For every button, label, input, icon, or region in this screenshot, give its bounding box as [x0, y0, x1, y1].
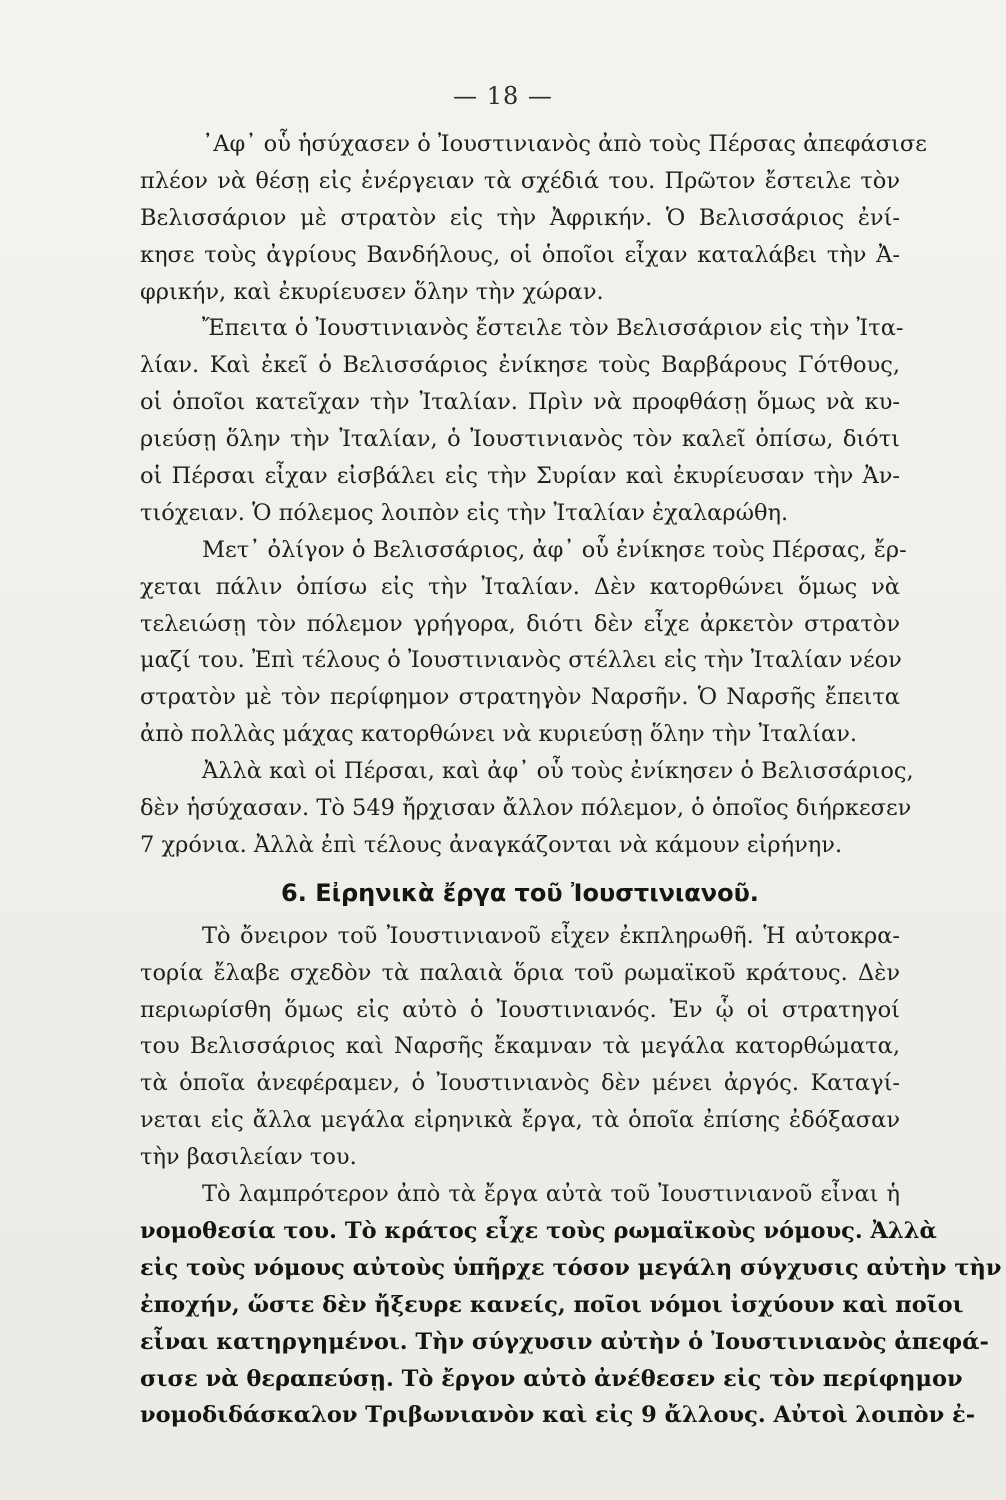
text-line: τορία ἔλαβε σχεδὸν τὰ παλαιὰ ὅρια τοῦ ρωμαϊκοῦ κράτους. Δὲν: [140, 959, 900, 986]
text-line: Ἔπειτα ὁ Ἰουστινιανὸς ἔστειλε τὸν Βελισσάριον εἰς τὴν Ἰτα-: [202, 315, 904, 342]
paragraph-oneiron: [140, 918, 900, 1176]
paragraph-narses: [140, 532, 907, 753]
text-line: τὰ ὁποῖα ἀνεφέραμεν, ὁ Ἰουστινιανὸς δὲν μένει ἀργός. Καταγί-: [140, 1070, 900, 1097]
paragraph-persai: [140, 753, 914, 864]
text-line: τιόχειαν. Ὁ πόλεμος λοιπὸν εἰς τὴν Ἰταλίαν ἐχαλαρώθη.: [140, 499, 789, 526]
text-line: ριεύσῃ ὅλην τὴν Ἰταλίαν, ὁ Ἰουστινιανὸς τὸν καλεῖ ὀπίσω, διότι: [140, 426, 900, 453]
text-line: φρικήν, καὶ ἐκυρίευσεν ὅλην τὴν χώραν.: [140, 278, 604, 305]
text-line: ἐποχήν, ὥστε δὲν ἤξευρε κανείς, ποῖοι νόμοι ἰσχύουν καὶ ποῖοι: [140, 1291, 964, 1318]
text-line: στρατὸν μὲ τὸν περίφημον στρατηγὸν Ναρσῆν. Ὁ Ναρσῆς ἔπειτα: [140, 684, 900, 711]
text-line: τελειώσῃ τὸν πόλεμον γρήγορα, διότι δὲν εἶχε ἀρκετὸν στρατὸν: [140, 610, 900, 637]
text-line: εἰς τοὺς νόμους αὐτοὺς ὑπῆρχε τόσον μεγάλη σύγχυσις αὐτὴν τὴν: [140, 1254, 1002, 1281]
body-text: [140, 126, 1002, 1434]
text-line: νομοδιδάσκαλον Τριβωνιανὸν καὶ εἰς 9 ἄλλους. Αὐτοὶ λοιπὸν ἐ-: [140, 1402, 976, 1429]
text-line: δὲν ἡσύχασαν. Τὸ 549 ἤρχισαν ἄλλον πόλεμον, ὁ ὁποῖος διήρκεσεν: [140, 795, 912, 822]
section-heading: 6. Εἰρηνικὰ ἔργα τοῦ Ἰουστινιανοῦ.: [281, 878, 759, 907]
text-line: περιωρίσθη ὅμως εἰς αὐτὸ ὁ Ἰουστινιανός. Ἐν ᾧ οἱ στρατηγοί: [140, 996, 900, 1023]
text-line: Μετ᾿ ὀλίγον ὁ Βελισσάριος, ἀφ᾿ οὗ ἐνίκησε τοὺς Πέρσας, ἔρ-: [202, 536, 907, 563]
text-line: Ἀλλὰ καὶ οἱ Πέρσαι, καὶ ἀφ᾿ οὗ τοὺς ἐνίκησεν ὁ Βελισσάριος,: [202, 758, 914, 785]
text-line: ἀπὸ πολλὰς μάχας κατορθώνει νὰ κυριεύσῃ ὅλην τὴν Ἰταλίαν.: [140, 721, 858, 748]
paragraph-afrika: [140, 126, 927, 310]
text-line: οἱ Πέρσαι εἶχαν εἰσβάλει εἰς τὴν Συρίαν καὶ ἐκυρίευσαν τὴν Ἀν-: [140, 463, 900, 490]
text-line: λίαν. Καὶ ἐκεῖ ὁ Βελισσάριος ἐνίκησε τοὺς Βαρβάρους Γότθους,: [140, 352, 900, 379]
text-line: 7 χρόνια. Ἀλλὰ ἐπὶ τέλους ἀναγκάζονται νὰ κάμουν εἰρήνην.: [140, 831, 843, 858]
paragraph-nomothesia: [140, 1176, 1002, 1434]
text-line: ᾿Αφ᾿ οὗ ἡσύχασεν ὁ Ἰουστινιανὸς ἀπὸ τοὺς Πέρσας ἀπεφάσισε: [202, 131, 927, 157]
text-line: Τὸ λαμπρότερον ἀπὸ τὰ ἔργα αὐτὰ τοῦ Ἰουστινιανοῦ εἶναι ἡ: [202, 1181, 900, 1208]
text-line: οἱ ὁποῖοι κατεῖχαν τὴν Ἰταλίαν. Πρὶν νὰ προφθάσῃ ὅμως νὰ κυ-: [140, 389, 900, 416]
text-line: χεται πάλιν ὀπίσω εἰς τὴν Ἰταλίαν. Δὲν κατορθώνει ὅμως νὰ: [140, 573, 900, 600]
text-line: τὴν βασιλείαν του.: [140, 1144, 357, 1171]
text-line: Τὸ ὄνειρον τοῦ Ἰουστινιανοῦ εἶχεν ἐκπληρωθῆ. Ἡ αὐτοκρα-: [202, 922, 900, 949]
text-line: κησε τοὺς ἀγρίους Βανδήλους, οἱ ὁποῖοι εἶχαν καταλάβει τὴν Ἀ-: [140, 241, 900, 268]
text-line: εἶναι κατηργημένοι. Τὴν σύγχυσιν αὐτὴν ὁ Ἰουστινιανὸς ἀπεφά-: [140, 1328, 989, 1355]
text-line: Βελισσάριον μὲ στρατὸν εἰς τὴν Ἀφρικήν. Ὁ Βελισσάριος ἐνί-: [140, 204, 900, 231]
text-line: νεται εἰς ἄλλα μεγάλα εἰρηνικὰ ἔργα, τὰ ὁποῖα ἐπίσης ἐδόξασαν: [140, 1107, 900, 1134]
text-line: σισε νὰ θεραπεύσῃ. Τὸ ἔργον αὐτὸ ἀνέθεσεν εἰς τὸν περίφημον: [140, 1365, 963, 1392]
paragraph-italia: [140, 310, 904, 531]
text-line: μαζί του. Ἐπὶ τέλους ὁ Ἰουστινιανὸς στέλλει εἰς τὴν Ἰταλίαν νέον: [140, 647, 902, 674]
text-line: του Βελισσάριος καὶ Ναρσῆς ἔκαμναν τὰ μεγάλα κατορθώματα,: [140, 1033, 900, 1060]
text-line: νομοθεσία του. Τὸ κράτος εἶχε τοὺς ρωμαϊκοὺς νόμους. Ἀλλὰ: [140, 1217, 937, 1244]
text-line: πλέον νὰ θέσῃ εἰς ἐνέργειαν τὰ σχέδιά του. Πρῶτον ἔστειλε τὸν: [140, 167, 900, 194]
page-number: — 18 —: [453, 82, 553, 110]
